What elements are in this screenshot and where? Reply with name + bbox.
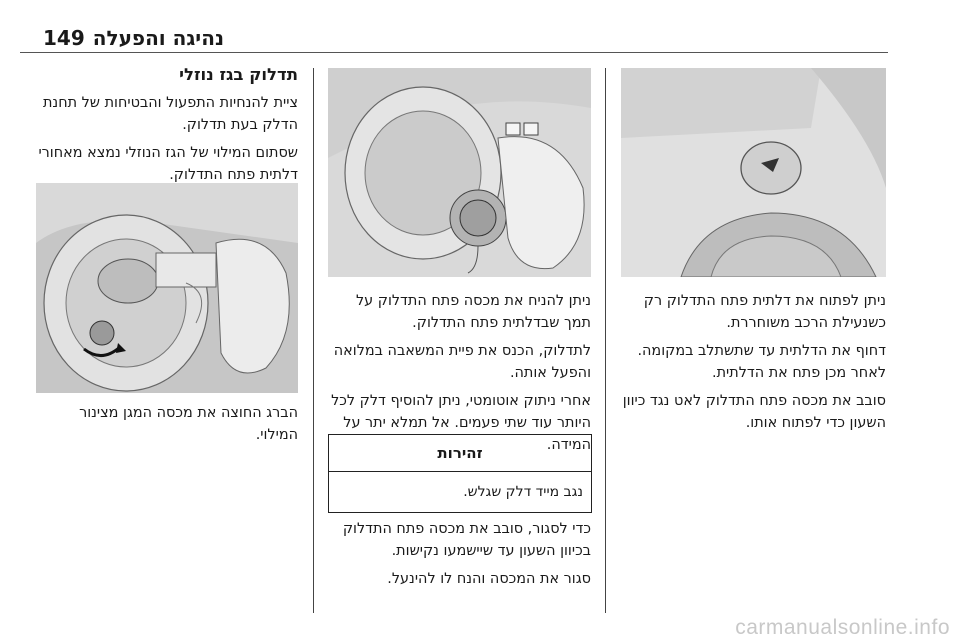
fuel-door-paragraph-3: סובב את מכסה פתח התדלוק לאט נגד כיוון השעון כדי לפתוח אותו. (622, 393, 886, 431)
column-divider-left (313, 68, 314, 613)
filler-paragraph-2: לתדלוק, הכנס את פיית המשאבה במלואה והפעל אותה. (333, 343, 591, 381)
section-title: נהיגה והפעלה (92, 26, 224, 50)
filler-cap-figure (328, 68, 591, 277)
lpg-paragraph-1: ציית להנחיות התפעול והבטיחות של תחנת הדלק בעת תדלוק. (42, 95, 298, 133)
lpg-caption-text: הברג החוצה את מכסה המגן מצינור המילוי. (79, 405, 298, 443)
fuel-door-figure (621, 68, 886, 277)
lpg-refuel-section (36, 64, 298, 192)
filler-cap-illustration (328, 68, 591, 277)
fuel-door-paragraph-2: דחוף את הדלתית עד שתשתלב במקומה. לאחר מכן פתח את הדלתית. (637, 343, 886, 381)
closing-paragraph-2: סגור את המכסה והנח לו להינעל. (387, 571, 591, 587)
lpg-valve-illustration (36, 183, 298, 393)
column-divider-right (605, 68, 606, 613)
filler-paragraph-3: אחרי ניתוק אוטומטי, ניתן להוסיף דלק לכל היותר עוד שתי פעמים. אל תמלא יתר על המידה. (331, 393, 591, 453)
lpg-paragraph-2: שסתום המילוי של הגז הנוזלי נמצא מאחורי דלתית פתח התדלוק. (38, 145, 298, 183)
lpg-valve-figure (36, 183, 298, 393)
caution-title: זהירות (329, 435, 591, 472)
caution-text: נגב מייד דלק שגלש. (463, 484, 583, 500)
fuel-door-paragraph-1: ניתן לפתוח את דלתית פתח התדלוק רק כשנעילת הרכב משוחררת. (643, 293, 886, 331)
closing-paragraph-1: כדי לסגור, סובב את מכסה פתח התדלוק בכיוון השעון עד שיישמעו נקישות. (342, 521, 591, 559)
caution-box (328, 434, 592, 513)
page-number: 149 (43, 26, 85, 50)
site-watermark: carmanualsonline.info (735, 616, 950, 639)
fuel-door-illustration (621, 68, 886, 277)
lpg-heading: תדלוק בגז נוזלי (179, 65, 298, 84)
fuel-door-instructions (621, 290, 886, 440)
closing-instructions (328, 518, 591, 596)
header-divider (20, 52, 888, 53)
filler-paragraph-1: ניתן להניח את מכסה פתח התדלוק על תמך שבדלתית פתח התדלוק. (355, 293, 591, 331)
lpg-caption (36, 402, 298, 452)
